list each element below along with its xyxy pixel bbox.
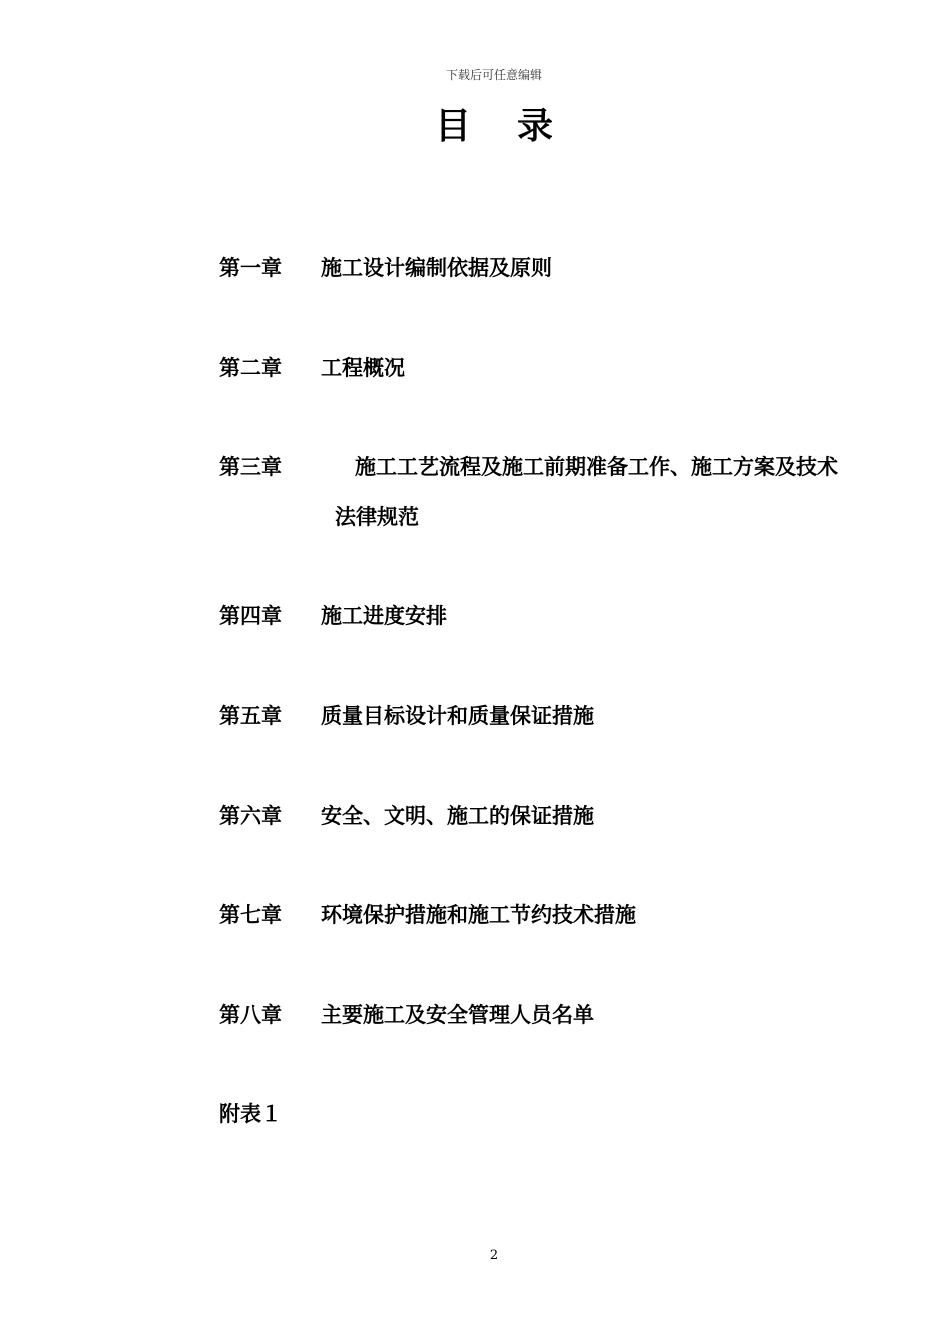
- toc-entry-chapter-1[interactable]: [219, 253, 552, 283]
- toc-entry-chapter-8[interactable]: [219, 1000, 594, 1030]
- toc-entry-chapter-3-continuation: 法律规范: [335, 505, 419, 529]
- toc-entry-chapter-2[interactable]: [219, 353, 405, 383]
- chapter-title: 环境保护措施和施工节约技术措施: [321, 903, 636, 927]
- page-number: 2: [489, 1248, 499, 1263]
- chapter-title: 施工工艺流程及施工前期准备工作、施工方案及技术: [355, 455, 838, 479]
- chapter-number: 第四章: [219, 604, 282, 628]
- chapter-title: 施工设计编制依据及原则: [321, 256, 552, 280]
- chapter-title: 施工进度安排: [321, 604, 447, 628]
- table-of-contents: [219, 0, 899, 1344]
- chapter-title: 安全、文明、施工的保证措施: [321, 804, 594, 828]
- chapter-title: 工程概况: [321, 356, 405, 380]
- chapter-number: 第六章: [219, 804, 282, 828]
- toc-entry-chapter-7[interactable]: [219, 900, 636, 930]
- chapter-title: 主要施工及安全管理人员名单: [321, 1003, 594, 1027]
- page-title: 目录: [434, 106, 599, 147]
- chapter-number: 第一章: [219, 256, 282, 280]
- toc-entry-appendix-1[interactable]: 附表１: [219, 1102, 282, 1126]
- chapter-number: 第七章: [219, 903, 282, 927]
- toc-entry-chapter-5[interactable]: [219, 701, 594, 731]
- chapter-number: 第八章: [219, 1003, 282, 1027]
- chapter-number: 第三章: [219, 455, 282, 479]
- toc-entry-chapter-4[interactable]: [219, 601, 447, 631]
- toc-entry-chapter-6[interactable]: [219, 801, 594, 831]
- chapter-number: 第二章: [219, 356, 282, 380]
- header-note: 下载后可任意编辑: [445, 68, 542, 82]
- chapter-title: 质量目标设计和质量保证措施: [321, 704, 594, 728]
- toc-entry-chapter-3[interactable]: [219, 452, 838, 482]
- chapter-number: 第五章: [219, 704, 282, 728]
